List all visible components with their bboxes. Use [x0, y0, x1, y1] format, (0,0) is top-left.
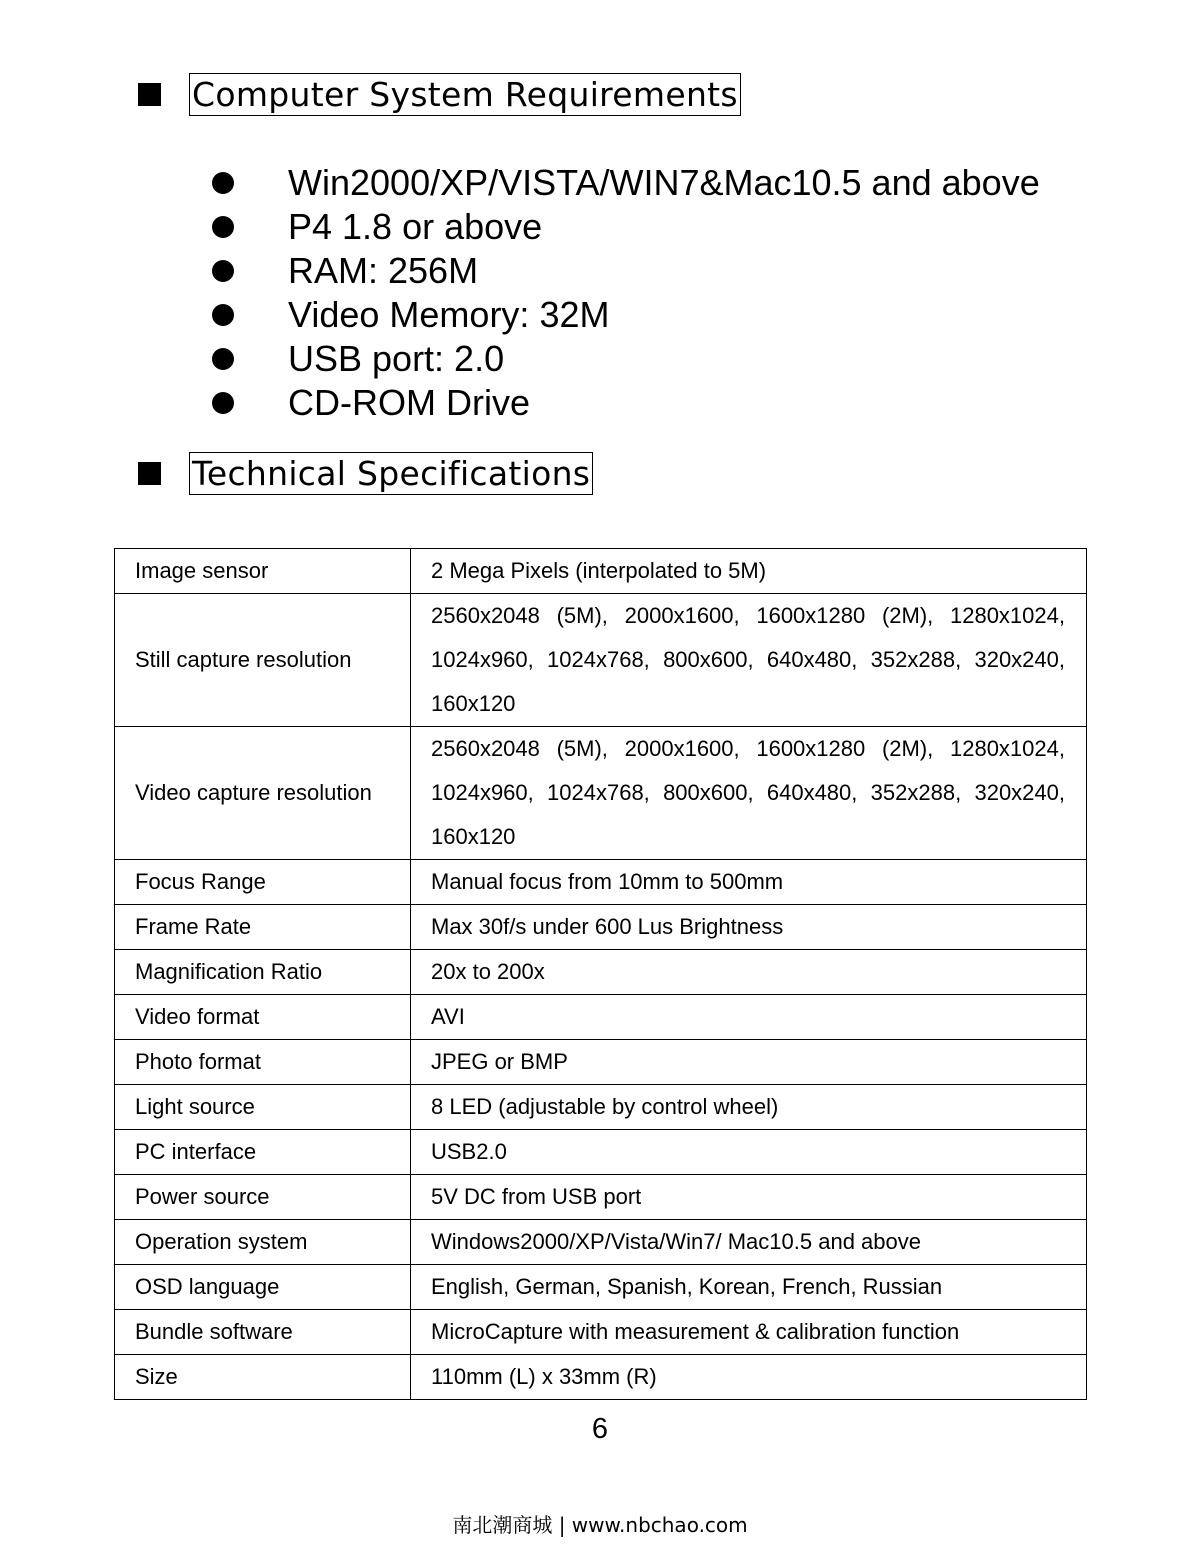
requirement-text: Video Memory: 32M	[288, 294, 610, 335]
bullet-icon	[212, 260, 234, 282]
spec-value: 110mm (L) x 33mm (R)	[411, 1355, 1087, 1400]
table-row	[115, 860, 1087, 905]
spec-label: Bundle software	[115, 1310, 411, 1355]
spec-value: English, German, Spanish, Korean, French, Russian	[411, 1265, 1087, 1310]
requirement-item	[212, 205, 1040, 249]
requirement-item	[212, 161, 1040, 205]
specs-title: Technical Specifications	[189, 452, 593, 495]
table-row	[115, 1175, 1087, 1220]
spec-label: Power source	[115, 1175, 411, 1220]
table-row	[115, 950, 1087, 995]
requirement-text: USB port: 2.0	[288, 338, 505, 379]
spec-value: JPEG or BMP	[411, 1040, 1087, 1085]
spec-value: AVI	[411, 995, 1087, 1040]
requirement-item	[212, 293, 1040, 337]
table-row	[115, 549, 1087, 594]
requirement-item	[212, 249, 1040, 293]
table-row	[115, 1355, 1087, 1400]
table-row	[115, 1310, 1087, 1355]
spec-label: Video format	[115, 995, 411, 1040]
spec-value: 20x to 200x	[411, 950, 1087, 995]
page-number: 6	[591, 1413, 609, 1445]
table-row	[115, 1130, 1087, 1175]
spec-label: Photo format	[115, 1040, 411, 1085]
requirement-text: Win2000/XP/VISTA/WIN7&Mac10.5 and above	[288, 162, 1040, 203]
table-row	[115, 1265, 1087, 1310]
section-heading-requirements	[138, 73, 741, 116]
table-row	[115, 995, 1087, 1040]
spec-value: 2560x2048 (5M), 2000x1600, 1600x1280 (2M), 1280x1024, 1024x960, 1024x768, 800x600, 640x480, 352x288, 320x240, 160x120	[411, 594, 1087, 727]
requirement-text: CD-ROM Drive	[288, 382, 530, 423]
spec-label: Light source	[115, 1085, 411, 1130]
bullet-icon	[212, 216, 234, 238]
spec-value: 2560x2048 (5M), 2000x1600, 1600x1280 (2M), 1280x1024, 1024x960, 1024x768, 800x600, 640x480, 352x288, 320x240, 160x120	[411, 727, 1087, 860]
spec-value: 5V DC from USB port	[411, 1175, 1087, 1220]
spec-label: PC interface	[115, 1130, 411, 1175]
section-heading-specs	[138, 452, 593, 495]
table-row	[115, 1220, 1087, 1265]
spec-value: Manual focus from 10mm to 500mm	[411, 860, 1087, 905]
square-bullet-icon	[138, 462, 161, 485]
spec-value: MicroCapture with measurement & calibration function	[411, 1310, 1087, 1355]
spec-value: USB2.0	[411, 1130, 1087, 1175]
spec-label: Magnification Ratio	[115, 950, 411, 995]
spec-label: Focus Range	[115, 860, 411, 905]
spec-label: Image sensor	[115, 549, 411, 594]
bullet-icon	[212, 304, 234, 326]
bullet-icon	[212, 348, 234, 370]
requirement-text: P4 1.8 or above	[288, 206, 543, 247]
bullet-icon	[212, 392, 234, 414]
bullet-icon	[212, 172, 234, 194]
spec-label: Frame Rate	[115, 905, 411, 950]
spec-label: Size	[115, 1355, 411, 1400]
table-row	[115, 1040, 1087, 1085]
requirements-title: Computer System Requirements	[189, 73, 741, 116]
spec-label: Video capture resolution	[115, 727, 411, 860]
spec-value: 2 Mega Pixels (interpolated to 5M)	[411, 549, 1087, 594]
spec-label: Operation system	[115, 1220, 411, 1265]
table-row	[115, 905, 1087, 950]
table-row	[115, 727, 1087, 860]
spec-value: Max 30f/s under 600 Lus Brightness	[411, 905, 1087, 950]
spec-label: Still capture resolution	[115, 594, 411, 727]
requirement-text: RAM: 256M	[288, 250, 479, 291]
table-row	[115, 594, 1087, 727]
table-row	[115, 1085, 1087, 1130]
requirement-item	[212, 337, 1040, 381]
spec-value: Windows2000/XP/Vista/Win7/ Mac10.5 and above	[411, 1220, 1087, 1265]
footer-watermark: 南北潮商城 | www.nbchao.com	[452, 1513, 748, 1537]
requirements-list	[212, 161, 1040, 425]
spec-value: 8 LED (adjustable by control wheel)	[411, 1085, 1087, 1130]
specs-table	[114, 548, 1087, 1400]
spec-label: OSD language	[115, 1265, 411, 1310]
square-bullet-icon	[138, 83, 161, 106]
requirement-item	[212, 381, 1040, 425]
